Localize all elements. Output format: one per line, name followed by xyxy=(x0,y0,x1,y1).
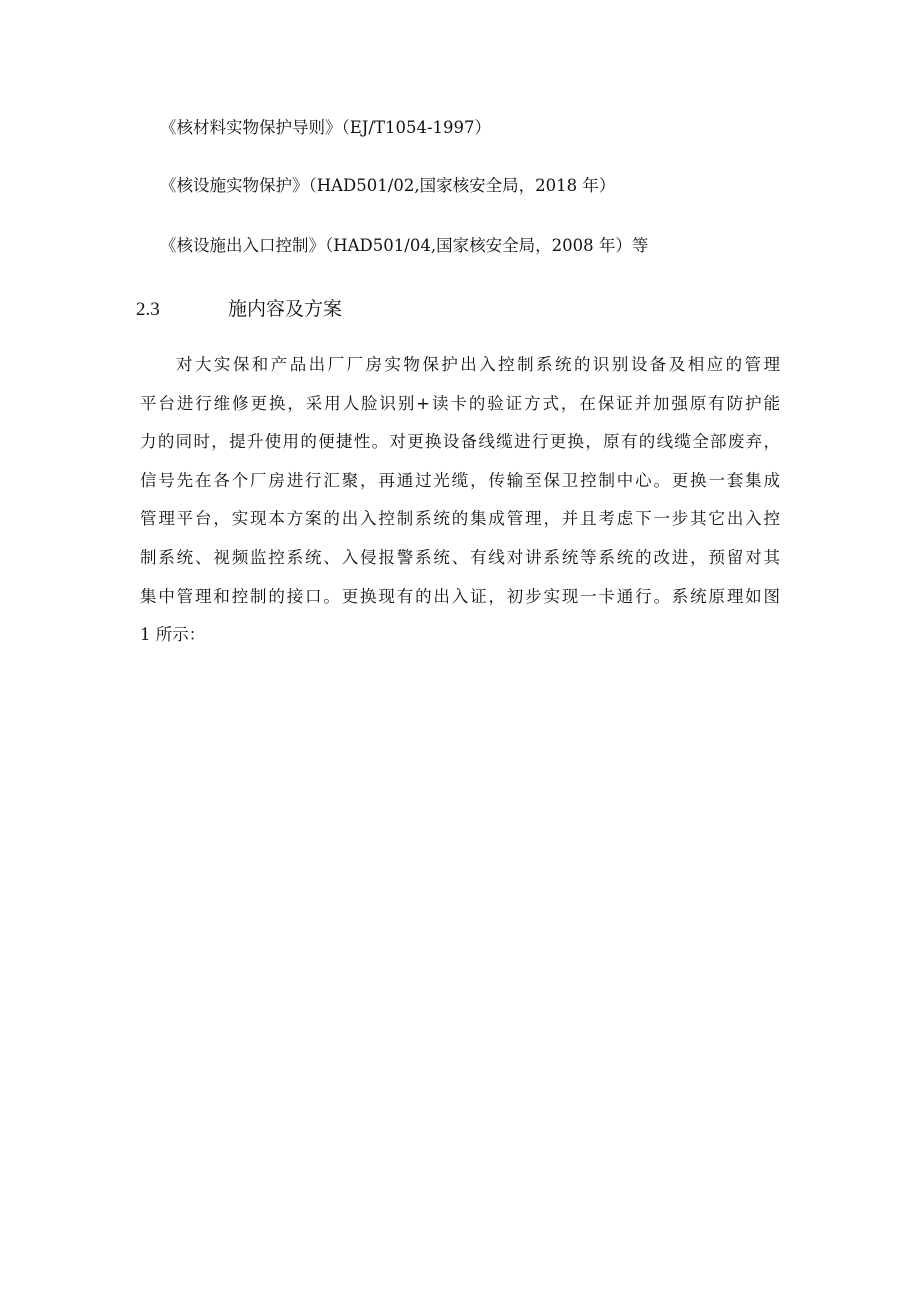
paragraph-line: 集中管理和控制的接口。更换现有的出入证，初步实现一卡通行。系统原理如图 xyxy=(140,586,780,606)
section-heading xyxy=(136,296,342,323)
section-number: 2.3 xyxy=(136,299,160,320)
section-title: 施内容及方案 xyxy=(228,298,343,320)
paragraph-line: 制系统、视频监控系统、入侵报警系统、有线对讲系统等系统的改进，预留对其 xyxy=(140,547,780,567)
paragraph-line: 1 所示： xyxy=(140,625,206,645)
body-paragraph xyxy=(140,350,780,659)
paragraph-line: 信号先在各个厂房进行汇聚，再通过光缆，传输至保卫控制中心。更换一套集成 xyxy=(140,470,780,490)
reference-item: 《核材料实物保护导则》（EJ/T1054-1997） xyxy=(160,118,492,137)
paragraph-line: 平台进行维修更换，采用人脸识别+读卡的验证方式，在保证并加强原有防护能 xyxy=(140,393,780,413)
paragraph-line: 管理平台，实现本方案的出入控制系统的集成管理，并且考虑下一步其它出入控 xyxy=(140,509,780,529)
reference-item: 《核设施实物保护》（HAD501/02,国家核安全局，2018 年） xyxy=(160,176,616,195)
paragraph-line: 对大实保和产品出厂厂房实物保护出入控制系统的识别设备及相应的管理 xyxy=(176,355,780,374)
paragraph-line: 力的同时，提升使用的便捷性。对更换设备线缆进行更换，原有的线缆全部废弃， xyxy=(140,432,780,452)
reference-item: 《核设施出入口控制》（HAD501/04,国家核安全局，2008 年）等 xyxy=(160,236,649,255)
